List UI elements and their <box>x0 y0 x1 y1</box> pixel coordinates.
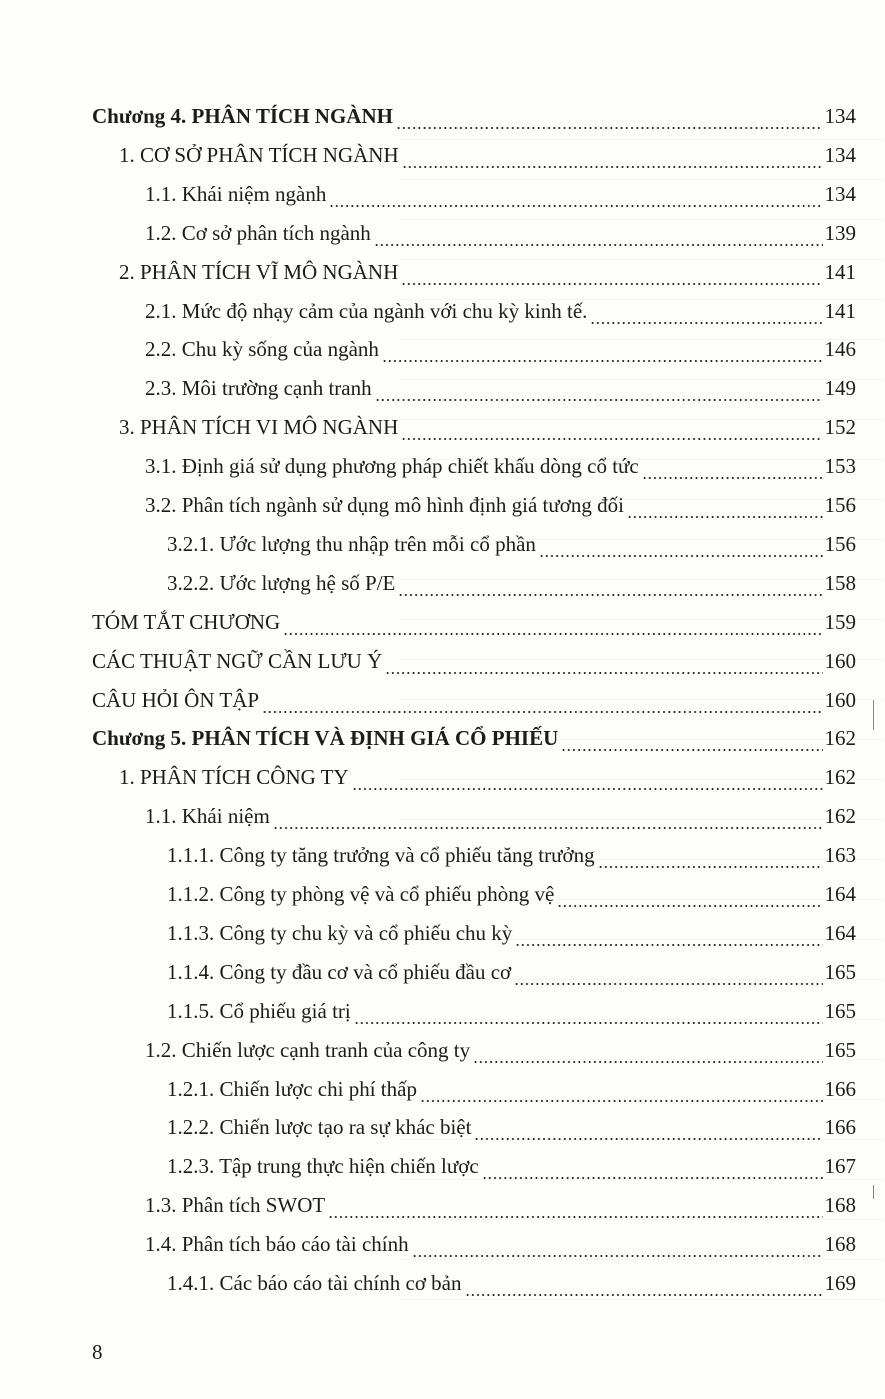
toc-entry-page: 165 <box>824 999 856 1023</box>
dot-leader <box>627 514 823 520</box>
margin-mark <box>873 1185 874 1199</box>
toc-entry[interactable] <box>92 642 856 681</box>
toc-entry-title: 3.2.2. Ước lượng hệ số P/E <box>167 571 396 595</box>
toc-entry[interactable] <box>145 330 856 369</box>
toc-entry[interactable] <box>167 992 856 1031</box>
toc-entry-title: CÁC THUẬT NGỮ CẦN LƯU Ý <box>92 649 383 673</box>
toc-entry-title: Chương 5. PHÂN TÍCH VÀ ĐỊNH GIÁ CỔ PHIẾU <box>92 726 559 750</box>
toc-entry-page: 166 <box>824 1115 856 1139</box>
toc-entry-title: Chương 4. PHÂN TÍCH NGÀNH <box>92 104 393 128</box>
toc-entry[interactable] <box>145 486 856 525</box>
toc-entry-title: 1.2.3. Tập trung thực hiện chiến lược <box>167 1154 479 1178</box>
dot-leader <box>557 903 822 909</box>
toc-entry[interactable] <box>167 953 856 992</box>
toc-entry-page: 134 <box>824 182 856 206</box>
toc-entry-page: 164 <box>824 882 856 906</box>
toc-entry-title: TÓM TẮT CHƯƠNG <box>92 610 281 634</box>
dot-leader <box>398 592 822 598</box>
dot-leader <box>465 1292 823 1298</box>
toc-entry-title: 1. CƠ SỞ PHÂN TÍCH NGÀNH <box>119 143 399 167</box>
toc-entry[interactable] <box>167 1264 856 1303</box>
dot-leader <box>514 981 822 987</box>
dot-leader <box>474 1136 822 1142</box>
dot-leader <box>598 864 823 870</box>
toc-entry[interactable] <box>167 1147 856 1186</box>
toc-entry-title: 1.1.3. Công ty chu kỳ và cổ phiếu chu kỳ <box>167 921 513 945</box>
toc-entry-title: 1.2. Chiến lược cạnh tranh của công ty <box>145 1038 471 1062</box>
toc-entry[interactable] <box>119 758 856 797</box>
dot-leader <box>283 631 822 637</box>
toc-entry[interactable] <box>119 253 856 292</box>
toc-entry-title: 2. PHÂN TÍCH VĨ MÔ NGÀNH <box>119 260 399 284</box>
toc-entry-page: 163 <box>824 843 856 867</box>
toc-entry-title: 1.4. Phân tích báo cáo tài chính <box>145 1232 409 1256</box>
toc-entry-page: 160 <box>824 688 856 712</box>
toc-entry-page: 165 <box>824 960 856 984</box>
dot-leader <box>352 786 823 792</box>
dot-leader <box>539 553 823 559</box>
toc-entry[interactable] <box>167 564 856 603</box>
toc-entry-page: 134 <box>824 104 856 128</box>
toc-entry-title: 1.1.2. Công ty phòng vệ và cổ phiếu phòng vệ <box>167 882 555 906</box>
toc-entry-page: 168 <box>824 1193 856 1217</box>
toc-entry-title: 1.1.4. Công ty đầu cơ và cổ phiếu đầu cơ <box>167 960 512 984</box>
dot-leader <box>382 358 823 364</box>
dot-leader <box>473 1059 822 1065</box>
toc-entry-title: 2.2. Chu kỳ sống của ngành <box>145 337 379 361</box>
toc-entry-page: 158 <box>824 571 856 595</box>
dot-leader <box>401 436 822 442</box>
toc-entry-page: 153 <box>824 454 856 478</box>
toc-entry-page: 162 <box>824 726 856 750</box>
toc-entry-page: 165 <box>824 1038 856 1062</box>
toc-entry[interactable] <box>145 214 856 253</box>
toc-entry-title: 1.3. Phân tích SWOT <box>145 1193 326 1217</box>
dot-leader <box>402 164 823 170</box>
dot-leader <box>642 475 823 481</box>
margin-mark <box>873 700 874 730</box>
toc-entry[interactable] <box>92 681 856 720</box>
toc-entry-title: 3.2.1. Ước lượng thu nhập trên mỗi cổ phần <box>167 532 536 556</box>
toc-entry-title: 1. PHÂN TÍCH CÔNG TY <box>119 765 349 789</box>
dot-leader <box>262 709 822 715</box>
dot-leader <box>328 1214 822 1220</box>
toc-entry-page: 156 <box>824 532 856 556</box>
toc-entry-page: 149 <box>824 376 856 400</box>
toc-entry-page: 159 <box>824 610 856 634</box>
toc-entry-title: 1.1. Khái niệm <box>145 804 270 828</box>
dot-leader <box>412 1253 823 1259</box>
toc-entry-title: 1.1.5. Cổ phiếu giá trị <box>167 999 351 1023</box>
toc-entry-page: 167 <box>824 1154 856 1178</box>
dot-leader <box>420 1098 823 1104</box>
toc-entry[interactable] <box>145 1186 856 1225</box>
toc-entry-title: 1.1.1. Công ty tăng trưởng và cổ phiếu tăng trưởng <box>167 843 595 867</box>
toc-entry-title: 3.1. Định giá sử dụng phương pháp chiết khấu dòng cổ tức <box>145 454 639 478</box>
toc-entry-page: 141 <box>824 260 856 284</box>
toc-entry-title: 1.2.2. Chiến lược tạo ra sự khác biệt <box>167 1115 472 1139</box>
dot-leader <box>401 281 822 287</box>
dot-leader <box>385 670 822 676</box>
toc-entry-page: 160 <box>824 649 856 673</box>
toc-entry[interactable] <box>167 1070 856 1109</box>
toc-entry-title: 1.4.1. Các báo cáo tài chính cơ bản <box>167 1271 462 1295</box>
dot-leader <box>329 203 822 209</box>
toc-entry-page: 134 <box>824 143 856 167</box>
toc-entry[interactable] <box>167 875 856 914</box>
toc-entry-title: 3. PHÂN TÍCH VI MÔ NGÀNH <box>119 415 399 439</box>
toc-entry-page: 146 <box>824 337 856 361</box>
toc-entry[interactable] <box>145 369 856 408</box>
toc-entry-title: CÂU HỎI ÔN TẬP <box>92 688 260 712</box>
toc-entry[interactable] <box>145 175 856 214</box>
toc-entry[interactable] <box>167 1108 856 1147</box>
toc-entry-title: 1.2.1. Chiến lược chi phí thấp <box>167 1077 417 1101</box>
dot-leader <box>354 1020 823 1026</box>
dot-leader <box>515 942 822 948</box>
dot-leader <box>396 125 823 131</box>
dot-leader <box>590 320 822 326</box>
toc-entry[interactable] <box>145 1225 856 1264</box>
toc-entry[interactable] <box>119 408 856 447</box>
toc-entry[interactable] <box>119 136 856 175</box>
toc-entry[interactable] <box>167 836 856 875</box>
toc-entry-title: 3.2. Phân tích ngành sử dụng mô hình định giá tương đối <box>145 493 624 517</box>
toc-entry-page: 162 <box>824 765 856 789</box>
dot-leader <box>482 1175 823 1181</box>
toc-chapter-entry[interactable] <box>92 719 856 758</box>
toc-entry[interactable] <box>145 797 856 836</box>
toc-entry-page: 162 <box>824 804 856 828</box>
toc-entry-page: 139 <box>824 221 856 245</box>
toc-entry-page: 152 <box>824 415 856 439</box>
page-number: 8 <box>92 1340 103 1364</box>
toc-entry-page: 166 <box>824 1077 856 1101</box>
toc-entry[interactable] <box>145 1031 856 1070</box>
toc-entry[interactable] <box>167 525 856 564</box>
toc-entry[interactable] <box>145 447 856 486</box>
toc-entry-title: 1.2. Cơ sở phân tích ngành <box>145 221 371 245</box>
dot-leader <box>374 242 823 248</box>
toc-entry-page: 168 <box>824 1232 856 1256</box>
dot-leader <box>561 747 822 753</box>
toc-entry[interactable] <box>145 292 856 331</box>
dot-leader <box>273 825 823 831</box>
toc-entry-title: 1.1. Khái niệm ngành <box>145 182 327 206</box>
toc-entry-title: 2.3. Môi trường cạnh tranh <box>145 376 372 400</box>
toc-entry-page: 156 <box>824 493 856 517</box>
toc-entry[interactable] <box>167 914 856 953</box>
toc-entry-page: 169 <box>824 1271 856 1295</box>
toc-entry-title: 2.1. Mức độ nhạy cảm của ngành với chu kỳ kinh tế. <box>145 299 588 323</box>
dot-leader <box>375 397 823 403</box>
toc-chapter-entry[interactable] <box>92 97 856 136</box>
toc-entry[interactable] <box>92 603 856 642</box>
toc-entry-page: 164 <box>824 921 856 945</box>
toc-entry-page: 141 <box>824 299 856 323</box>
